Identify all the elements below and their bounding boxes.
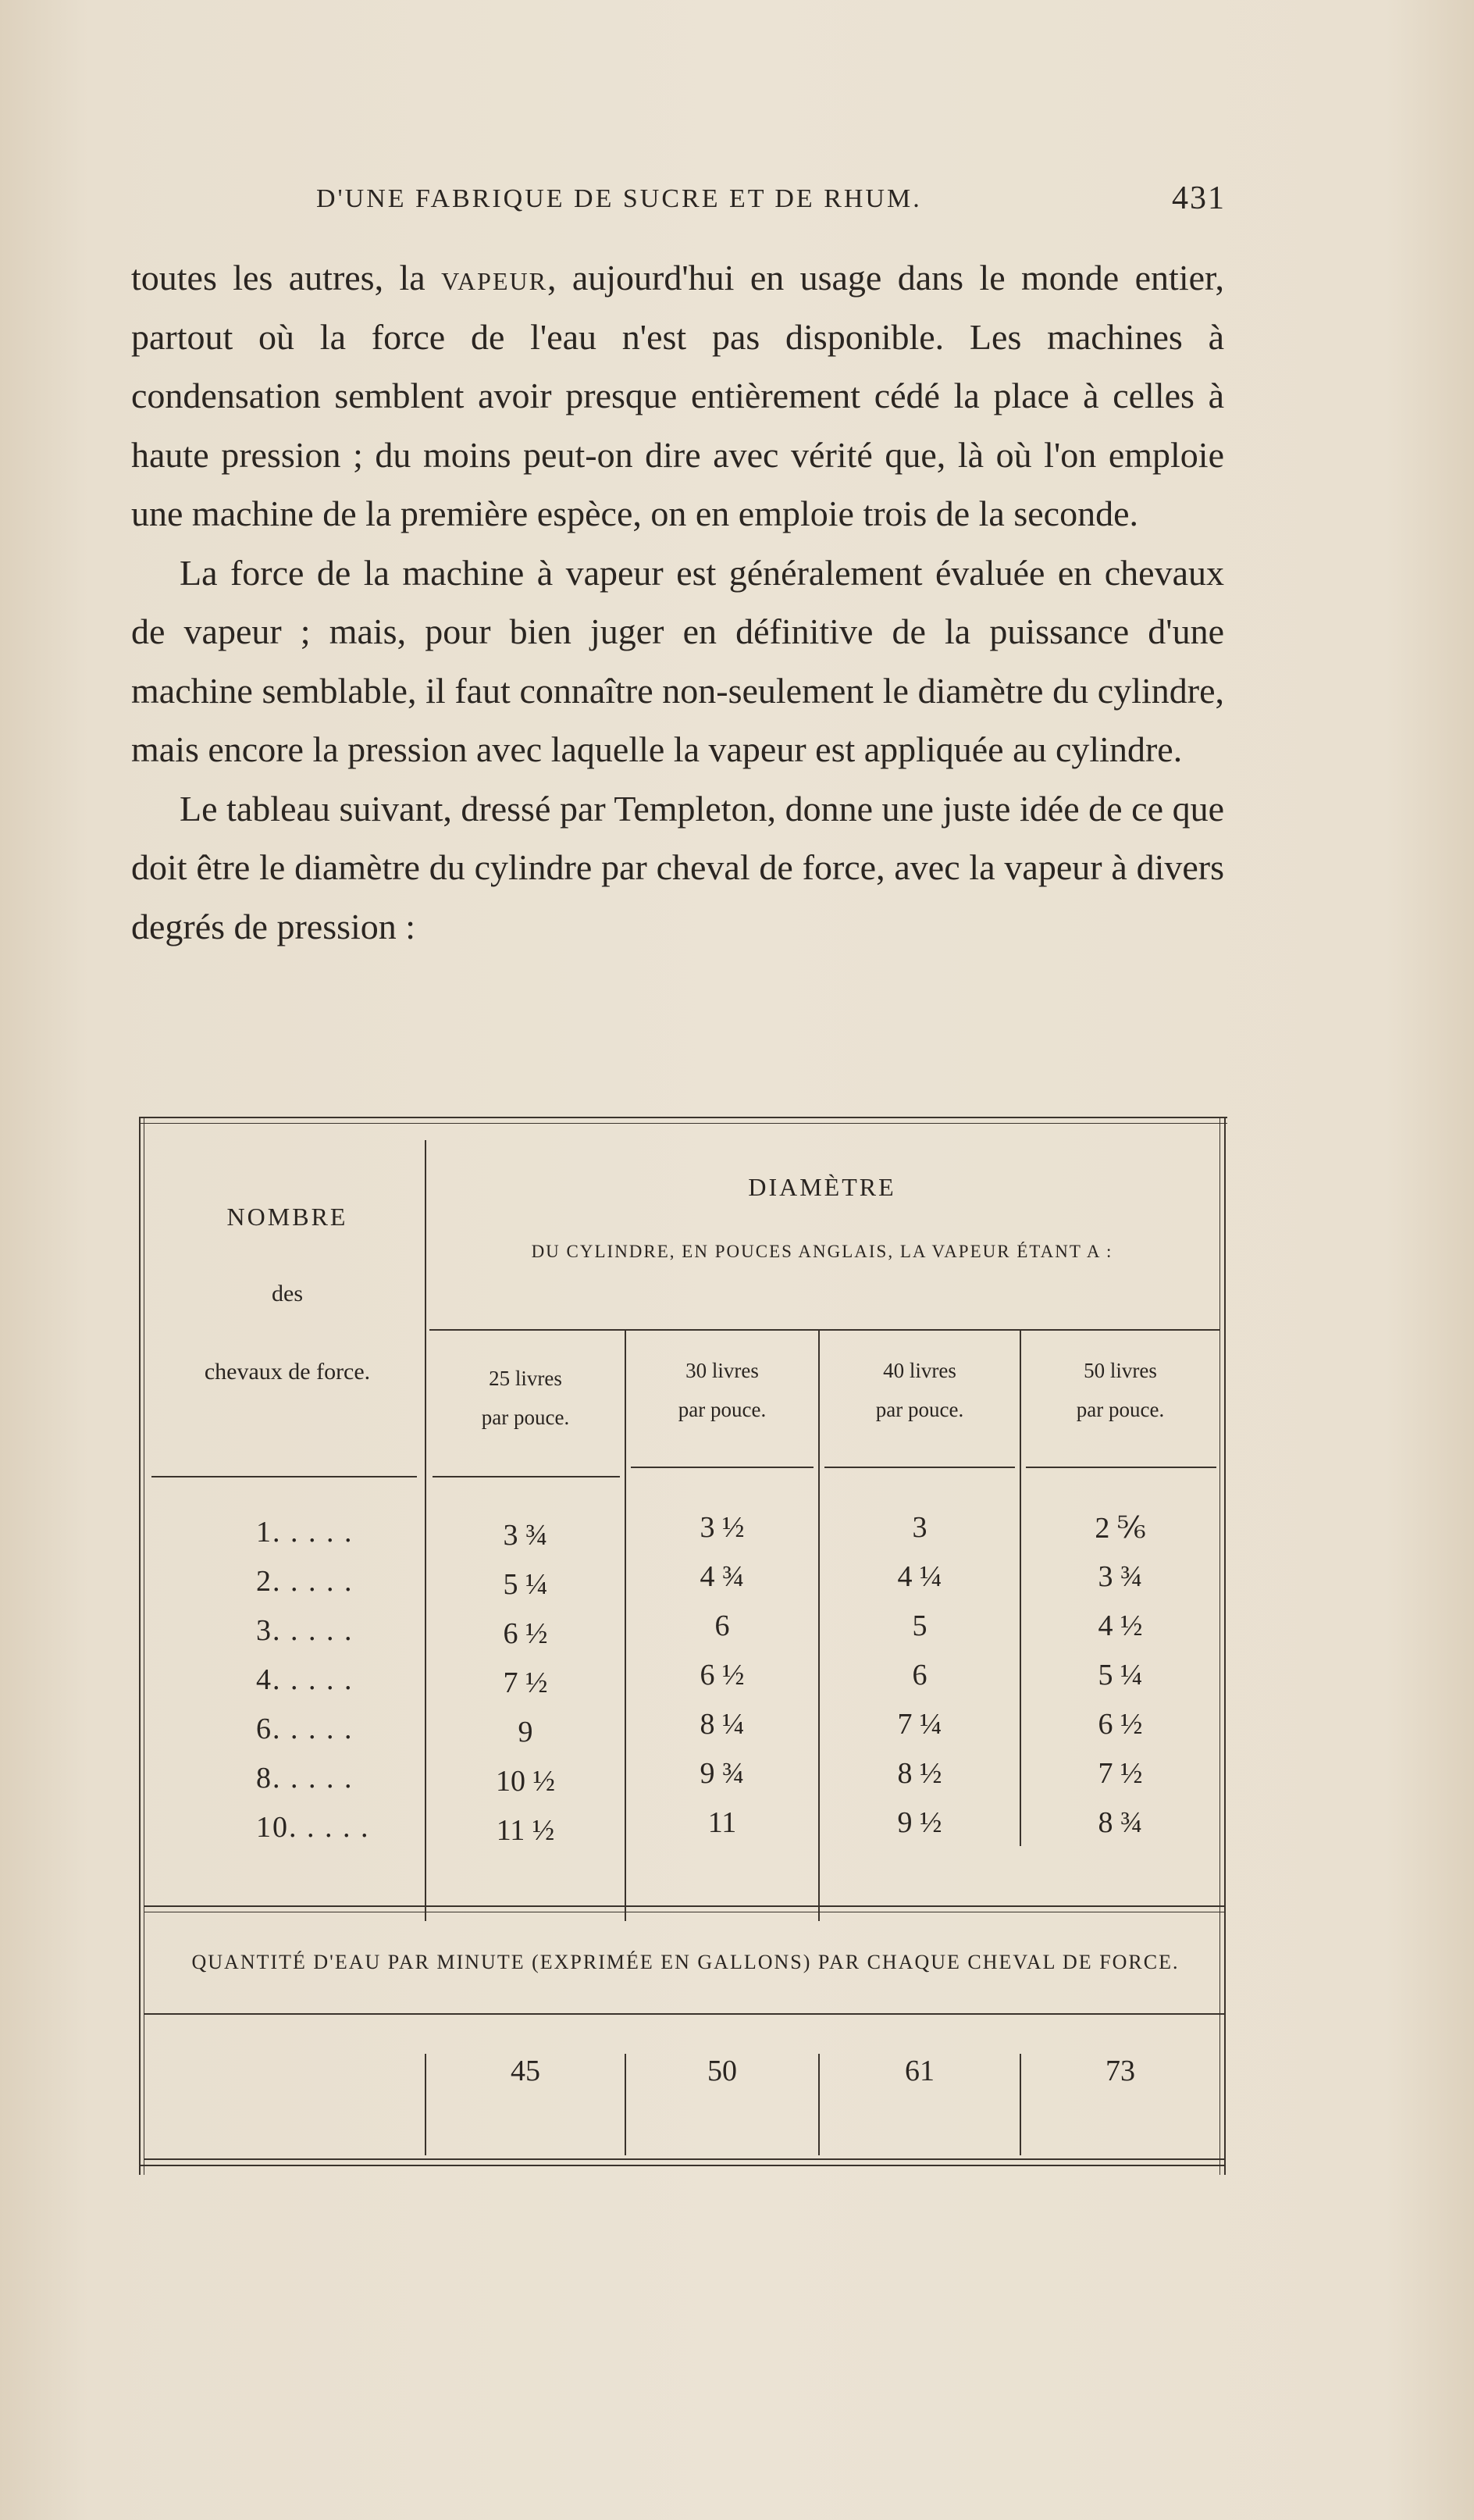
table-cell: 8 ¾	[1098, 1806, 1143, 1839]
table-top-rule-inner	[139, 1123, 1227, 1124]
page-header	[133, 180, 1226, 231]
col-header-des: des	[272, 1281, 303, 1306]
table-cell: 7 ½	[1098, 1757, 1143, 1790]
table-right-border	[1224, 1117, 1226, 2175]
table-cell: 9 ½	[897, 1806, 942, 1839]
col-divider-0	[425, 1140, 426, 1921]
pressure-rule-1	[433, 1476, 620, 1477]
pressure-header-30: 30 livres par pouce.	[678, 1359, 767, 1421]
table-cell: 5 ¼	[503, 1568, 548, 1601]
pressure-header-25: 25 livres par pouce.	[481, 1367, 570, 1429]
pressure-header-40: 40 livres par pouce.	[875, 1359, 964, 1421]
table-cell: 11	[707, 1806, 737, 1839]
table-cell: 2 ⅚	[1095, 1512, 1146, 1545]
col0-header-rule	[151, 1476, 417, 1477]
table-cell: 6	[714, 1609, 730, 1642]
table-bottom-rule-outer	[139, 2165, 1226, 2166]
table-cell: 9 ¾	[700, 1757, 745, 1790]
row-label: 2. . . . .	[256, 1565, 354, 1598]
table-bottom-rule	[144, 2158, 1224, 2160]
col-header-chevaux: chevaux de force.	[204, 1359, 371, 1385]
table-cell: 6 ½	[503, 1617, 548, 1650]
running-title: D'UNE FABRIQUE DE SUCRE ET DE RHUM.	[316, 184, 922, 213]
table-cell: 3 ¾	[1098, 1560, 1143, 1593]
table-cell: 6 ½	[1098, 1708, 1143, 1741]
table-cell: 6 ½	[700, 1659, 745, 1691]
water-value-25: 45	[511, 2055, 540, 2087]
paragraph-3: Le tableau suivant, dressé par Templeton, donne une juste idée de ce que doit être le diamètre du cylindre par cheval de force, avec la vapeur à divers degrés de pression :	[131, 788, 1224, 946]
table-cell: 3	[912, 1511, 927, 1544]
table-cell: 10 ½	[496, 1765, 555, 1798]
water-value-40: 61	[905, 2055, 935, 2087]
diametre-title: DIAMÈTRE	[748, 1173, 896, 1201]
water-value-50: 73	[1106, 2055, 1135, 2087]
row-label: 1. . . . .	[256, 1516, 354, 1549]
table-cell: 4 ½	[1098, 1609, 1143, 1642]
table-cell: 7 ¼	[897, 1708, 942, 1741]
table-cell: 3 ½	[700, 1511, 745, 1544]
table-right-border-inner	[1219, 1117, 1220, 2175]
table-cell: 8 ¼	[700, 1708, 745, 1741]
table-cell: 4 ¼	[897, 1560, 942, 1593]
pressure-rule-4	[1026, 1467, 1216, 1468]
water-divider-0	[425, 2054, 426, 2155]
body-text	[131, 248, 1224, 956]
water-title: QUANTITÉ D'EAU PAR MINUTE (EXPRIMÉE EN GALLONS) PAR CHAQUE CHEVAL DE FORCE.	[191, 1951, 1180, 1973]
col-header-nombre: NOMBRE	[226, 1203, 348, 1231]
table-top-rule	[139, 1117, 1227, 1118]
table-cell: 3 ¾	[503, 1519, 548, 1552]
table-cell: 5 ¼	[1098, 1659, 1143, 1691]
row-label: 3. . . . .	[256, 1614, 354, 1647]
table-cell: 5	[912, 1609, 927, 1642]
row-label: 8. . . . .	[256, 1762, 354, 1795]
water-value-30: 50	[707, 2055, 737, 2087]
row-label: 6. . . . .	[256, 1713, 354, 1745]
row-label: 4. . . . .	[256, 1663, 354, 1696]
table-cell: 7 ½	[503, 1666, 548, 1699]
diametre-subtitle: DU CYLINDRE, EN POUCES ANGLAIS, LA VAPEUR ÉTANT A :	[531, 1242, 1113, 1261]
paragraph-1: toutes les autres, la vapeur, aujourd'hui en usage dans le monde entier, partout où la force de l'eau n'est pas disponible. Les machines à condensation semblent avoir presque entièrement cédé la place à celles à haute pression ; du moins peut-on dire avec vérité que, là où l'on emploie une machine de la première espèce, on en emploie trois de la seconde.	[131, 258, 1224, 533]
steam-cylinder-table	[139, 1117, 1227, 2175]
table-left-border	[139, 1117, 141, 2175]
table-cell: 8 ½	[897, 1757, 942, 1790]
page-number: 431	[1172, 180, 1226, 216]
table-cell: 4 ¾	[700, 1560, 745, 1593]
row-label: 10. . . . .	[256, 1811, 370, 1844]
water-top-rule	[144, 1905, 1224, 1907]
diametre-rule	[429, 1329, 1219, 1331]
water-mid-rule	[144, 2013, 1224, 2015]
table-cell: 6	[912, 1659, 927, 1691]
table-cell: 11 ½	[496, 1814, 555, 1847]
pressure-rule-3	[824, 1467, 1015, 1468]
pressure-header-50: 50 livres par pouce.	[1076, 1359, 1165, 1421]
table-cell: 9	[518, 1716, 533, 1748]
paragraph-2: La force de la machine à vapeur est généralement évaluée en chevaux de vapeur ; mais, pour bien juger en définitive de la puissance d'une machine semblable, il faut connaître non-seulement le diamètre du cylindre, mais encore la pression avec laquelle la vapeur est appliquée au cylindre.	[131, 552, 1224, 769]
pressure-rule-2	[631, 1467, 814, 1468]
